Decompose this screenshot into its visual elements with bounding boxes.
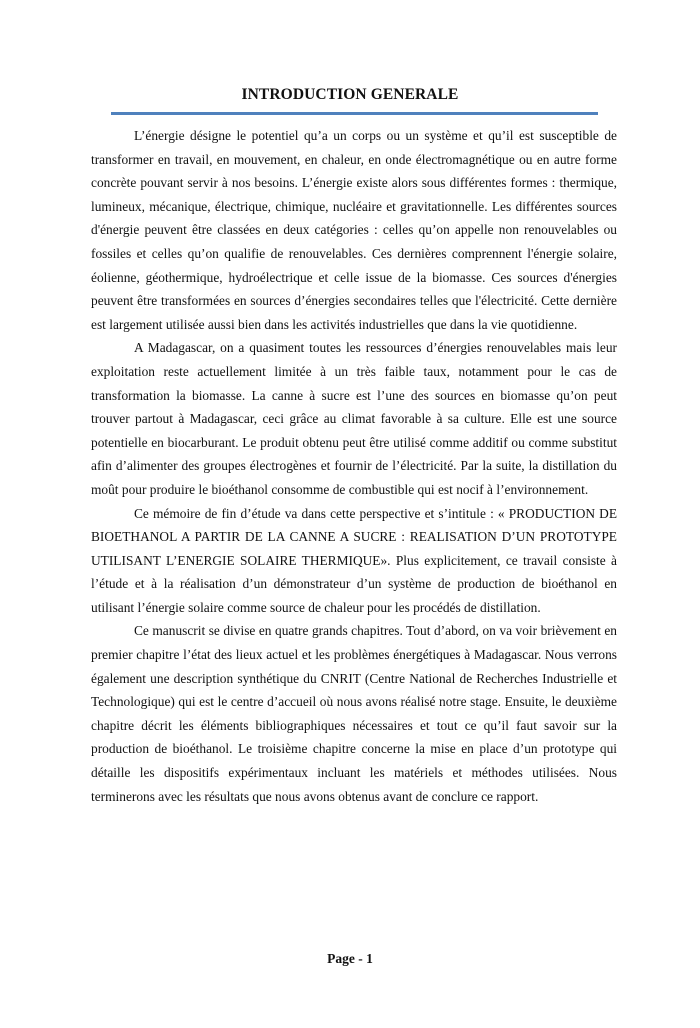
paragraph-2: A Madagascar, on a quasiment toutes les ressources d’énergies renouvelables mais leur exploitation reste actuellement limitée à un très faible taux, notamment pour le cas de transformation la biomasse. La canne à sucre est l’une des sources en biomasse qu’on peut trouver partout à Madagascar, ceci grâce au climat favorable à sa culture. Elle est une source potentielle en biocarburant. Le produit obtenu peut être utilisé comme additif ou comme substitut afin d’alimenter des groupes électrogènes et fournir de l’électricité. Par la suite, la distillation du moût pour produire le bioéthanol consomme de combustible qui est nocif à l’environnement. [91,340,617,497]
page-number: Page - 1 [327,951,373,966]
body-text [91,124,617,808]
paragraph-3: Ce mémoire de fin d’étude va dans cette perspective et s’intitule : « PRODUCTION DE BIOETHANOL A PARTIR DE LA CANNE A SUCRE : REALISATION D’UN PROTOTYPE UTILISANT L’ENERGIE SOLAIRE THERMIQUE». Plus explicitement, ce travail consiste à l’étude et à la réalisation d’un démonstrateur d’un système de production de bioéthanol en utilisant l’énergie solaire comme source de chaleur pour les procédés de distillation. [91,505,617,615]
title-underline-rule [111,112,598,115]
page-title: INTRODUCTION GENERALE [241,86,459,103]
paragraph-1: L’énergie désigne le potentiel qu’a un corps ou un système et qu’il est susceptible de transformer en travail, en mouvement, en chaleur, en onde électromagnétique ou en autre forme concrète pouvant servir à nos besoins. L’énergie existe alors sous différentes formes : thermique, lumineux, mécanique, électrique, chimique, nucléaire et gravitationnelle. Les différentes sources d'énergie peuvent être classées en deux catégories : celles qu’on appelle non renouvelables ou fossiles et celles qu’on qualifie de renouvelables. Ces dernières comprennent l'énergie solaire, éolienne, géothermique, hydroélectrique et celle issue de la biomasse. Ces sources d'énergies peuvent être transformées en sources d’énergies secondaires telles que l'électricité. Cette dernière est largement utilisée aussi bien dans les activités industrielles que dans la vie quotidienne. [91,128,617,332]
paragraph-4: Ce manuscrit se divise en quatre grands chapitres. Tout d’abord, on va voir brièvement en premier chapitre l’état des lieux actuel et les problèmes énergétiques à Madagascar. Nous verrons également une description synthétique du CNRIT (Centre National de Recherches Industrielle et Technologique) qui est le centre d’accueil où nous avons réalisé notre stage. Ensuite, le deuxième chapitre décrit les éléments bibliographiques nécessaires et tout ce qu’il faut savoir sur la production de bioéthanol. Le troisième chapitre concerne la mise en place d’un prototype qui détaille les dispositifs expérimentaux incluant les matériels et méthodes utilisées. Nous terminerons avec les résultats que nous avons obtenus avant de conclure ce rapport. [91,623,617,804]
